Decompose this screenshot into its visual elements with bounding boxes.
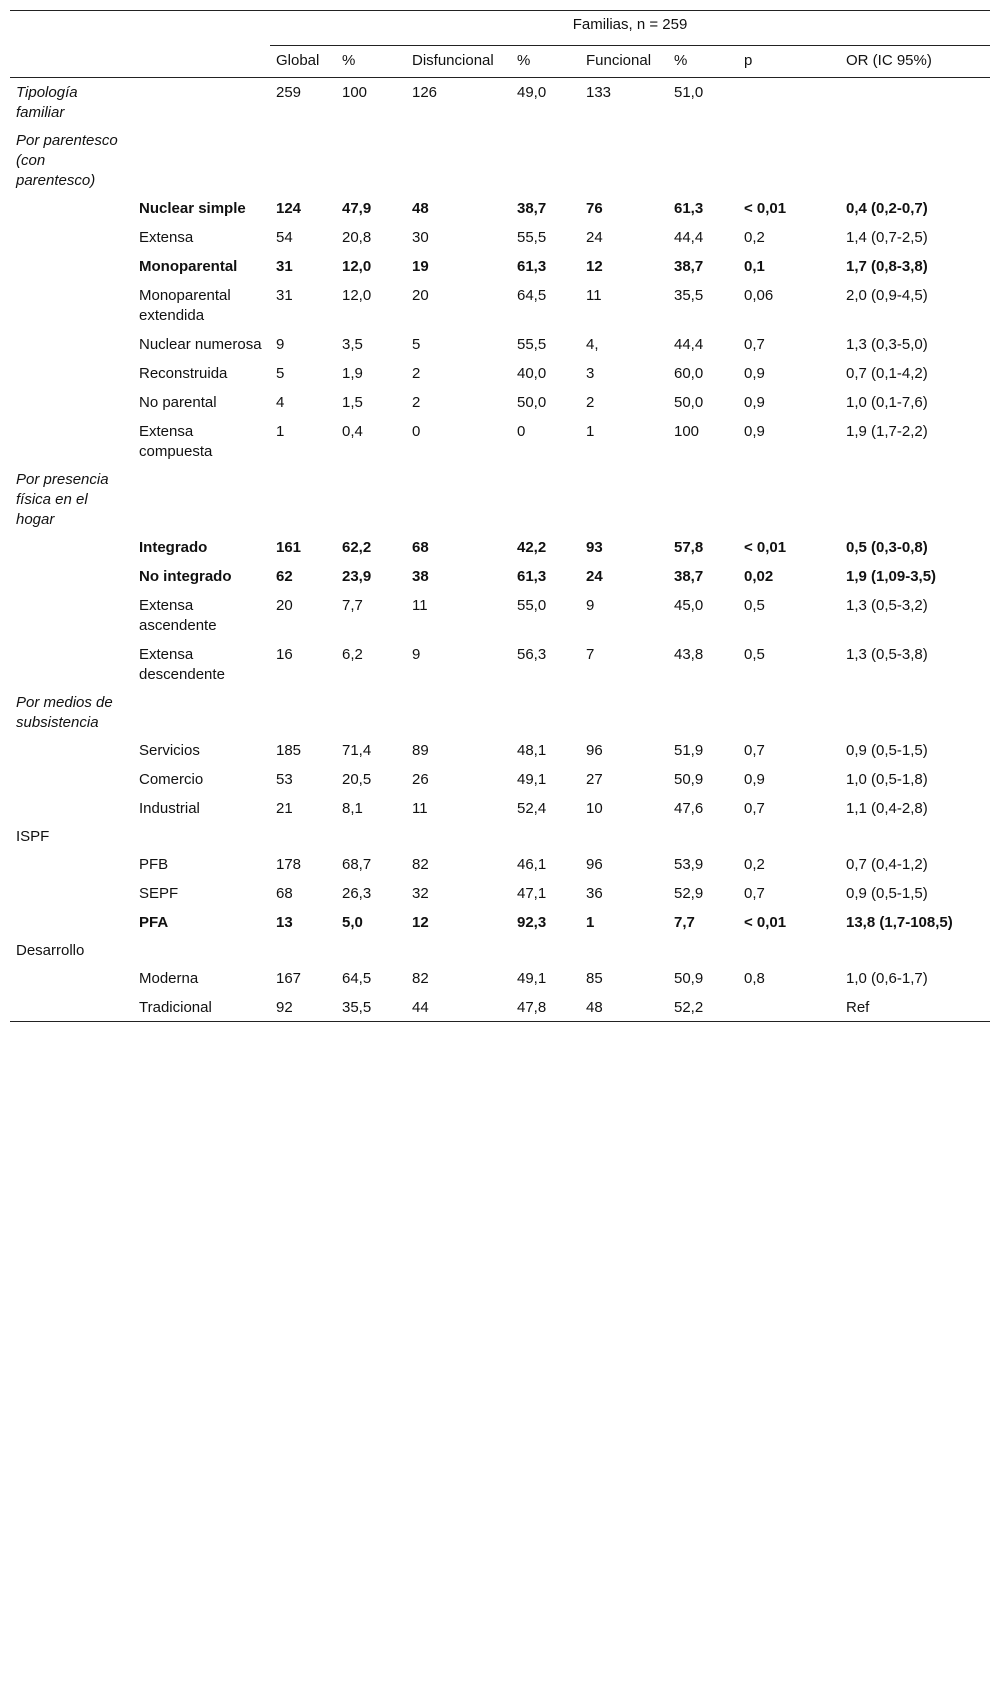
value-cell: 2 bbox=[412, 365, 421, 382]
value-cell: Ref bbox=[840, 993, 990, 1022]
table-row bbox=[10, 591, 990, 640]
value-cell: 50,9 bbox=[674, 771, 704, 788]
empty-cell bbox=[738, 689, 840, 736]
value-cell: 31 bbox=[276, 287, 293, 304]
value-cell: 53,9 bbox=[674, 856, 704, 873]
value-cell: 47,9 bbox=[342, 200, 372, 217]
value-cell: 55,5 bbox=[517, 229, 547, 246]
subcategory-label: No integrado bbox=[139, 568, 232, 585]
value-cell: 4 bbox=[276, 394, 285, 411]
subcategory-label: Extensa ascendente bbox=[139, 597, 217, 634]
value-cell: 68,7 bbox=[342, 856, 372, 873]
value-cell: 92,3 bbox=[517, 914, 547, 931]
value-cell: 47,8 bbox=[511, 993, 580, 1022]
value-cell: 12 bbox=[586, 258, 603, 275]
value-cell: 7,7 bbox=[342, 597, 363, 614]
subcategory-label: Monoparental bbox=[139, 258, 238, 275]
empty-cell bbox=[840, 823, 990, 850]
section-row bbox=[10, 937, 990, 964]
value-cell: 0,5 (0,3-0,8) bbox=[846, 539, 928, 556]
value-cell: 55,5 bbox=[517, 336, 547, 353]
category-label bbox=[10, 252, 133, 281]
value-cell: 62,2 bbox=[342, 539, 372, 556]
empty-cell bbox=[511, 127, 580, 194]
value-cell: 100 bbox=[342, 84, 368, 101]
value-cell: 2,0 (0,9-4,5) bbox=[846, 287, 928, 304]
value-cell: 16 bbox=[276, 646, 293, 663]
value-cell: 9 bbox=[276, 336, 285, 353]
empty-cell bbox=[336, 823, 406, 850]
value-cell: 2 bbox=[412, 394, 421, 411]
value-cell: 60,0 bbox=[674, 365, 704, 382]
column-header: Funcional bbox=[580, 46, 668, 78]
value-cell: 13,8 (1,7-108,5) bbox=[846, 914, 953, 931]
subcategory-label: Monoparental extendida bbox=[139, 287, 231, 324]
table-row bbox=[10, 281, 990, 330]
table-row bbox=[10, 850, 990, 879]
value-cell: 40,0 bbox=[517, 365, 547, 382]
value-cell: 133 bbox=[586, 84, 612, 101]
category-label bbox=[10, 533, 133, 562]
value-cell: 9 bbox=[586, 597, 595, 614]
value-cell: 2 bbox=[586, 394, 595, 411]
value-cell: 1,0 (0,5-1,8) bbox=[846, 771, 928, 788]
subcategory-label: Comercio bbox=[139, 771, 204, 788]
column-header: % bbox=[336, 46, 406, 78]
value-cell: 1,4 (0,7-2,5) bbox=[846, 229, 928, 246]
value-cell: 30 bbox=[412, 229, 429, 246]
table-row bbox=[10, 879, 990, 908]
empty-cell bbox=[270, 689, 336, 736]
value-cell: 50,9 bbox=[674, 970, 704, 987]
value-cell: 49,1 bbox=[517, 970, 547, 987]
value-cell bbox=[738, 78, 840, 128]
category-label bbox=[10, 794, 133, 823]
empty-cell bbox=[511, 466, 580, 533]
header-group-row bbox=[10, 11, 990, 46]
value-cell: 124 bbox=[276, 200, 302, 217]
value-cell: 52,9 bbox=[674, 885, 704, 902]
subcategory-label: Nuclear numerosa bbox=[139, 336, 262, 353]
empty-cell bbox=[336, 689, 406, 736]
column-header: OR (IC 95%) bbox=[840, 46, 990, 78]
value-cell: 26 bbox=[412, 771, 429, 788]
empty-cell bbox=[406, 689, 511, 736]
category-label: Desarrollo bbox=[16, 942, 85, 959]
category-label bbox=[10, 879, 133, 908]
value-cell: 0 bbox=[517, 423, 526, 440]
value-cell: 0,2 bbox=[744, 856, 765, 873]
value-cell: 68 bbox=[412, 539, 429, 556]
category-label: ISPF bbox=[16, 828, 50, 845]
value-cell: 50,0 bbox=[517, 394, 547, 411]
value-cell: 0,9 bbox=[744, 771, 765, 788]
value-cell: 52,4 bbox=[517, 800, 547, 817]
table-row bbox=[10, 993, 990, 1022]
value-cell: 167 bbox=[276, 970, 302, 987]
category-label bbox=[10, 359, 133, 388]
value-cell: 68 bbox=[276, 885, 293, 902]
value-cell: 20,8 bbox=[342, 229, 372, 246]
table-row bbox=[10, 736, 990, 765]
value-cell: 31 bbox=[276, 258, 293, 275]
subcategory-label bbox=[133, 78, 270, 128]
value-cell: 23,9 bbox=[342, 568, 372, 585]
value-cell: 44 bbox=[406, 993, 511, 1022]
value-cell: 89 bbox=[412, 742, 429, 759]
value-cell: 0,4 (0,2-0,7) bbox=[846, 200, 928, 217]
value-cell: 26,3 bbox=[342, 885, 372, 902]
table-row bbox=[10, 252, 990, 281]
empty-cell bbox=[580, 689, 668, 736]
subcategory-label: Moderna bbox=[139, 970, 199, 987]
empty-cell bbox=[840, 689, 990, 736]
value-cell: 12 bbox=[412, 914, 429, 931]
value-cell: 55,0 bbox=[517, 597, 547, 614]
table-row bbox=[10, 640, 990, 689]
category-label bbox=[10, 640, 133, 689]
value-cell: 1 bbox=[276, 423, 285, 440]
value-cell: 57,8 bbox=[674, 539, 704, 556]
empty-cell bbox=[133, 689, 270, 736]
subcategory-label: Extensa compuesta bbox=[139, 423, 213, 460]
value-cell: 5 bbox=[276, 365, 285, 382]
empty-cell bbox=[511, 823, 580, 850]
value-cell: 0,7 bbox=[744, 885, 765, 902]
subcategory-label: SEPF bbox=[139, 885, 179, 902]
category-label bbox=[10, 850, 133, 879]
table-row bbox=[10, 194, 990, 223]
value-cell: 0,7 bbox=[744, 800, 765, 817]
value-cell: 35,5 bbox=[336, 993, 406, 1022]
empty-cell bbox=[840, 127, 990, 194]
value-cell: 0,4 bbox=[342, 423, 363, 440]
value-cell: 12,0 bbox=[342, 258, 372, 275]
category-label bbox=[10, 908, 133, 937]
value-cell: 1,1 (0,4-2,8) bbox=[846, 800, 928, 817]
table-row bbox=[10, 330, 990, 359]
value-cell: 54 bbox=[276, 229, 293, 246]
category-label: Tipología familiar bbox=[16, 84, 78, 121]
empty-cell bbox=[336, 127, 406, 194]
value-cell: 20 bbox=[412, 287, 429, 304]
value-cell: 1,0 (0,1-7,6) bbox=[846, 394, 928, 411]
value-cell: 49,0 bbox=[517, 84, 547, 101]
empty-cell bbox=[511, 937, 580, 964]
value-cell: 6,2 bbox=[342, 646, 363, 663]
subcategory-label: Integrado bbox=[139, 539, 208, 556]
value-cell: 5,0 bbox=[342, 914, 363, 931]
table-row bbox=[10, 359, 990, 388]
empty-cell bbox=[406, 127, 511, 194]
empty-cell bbox=[270, 937, 336, 964]
column-header: % bbox=[511, 46, 580, 78]
value-cell: 1,9 (1,09-3,5) bbox=[846, 568, 937, 585]
value-cell: 1,0 (0,6-1,7) bbox=[846, 970, 928, 987]
category-label bbox=[10, 388, 133, 417]
empty-cell bbox=[580, 937, 668, 964]
value-cell: 82 bbox=[412, 856, 429, 873]
table-row bbox=[10, 908, 990, 937]
empty-cell bbox=[668, 127, 738, 194]
empty-cell bbox=[580, 127, 668, 194]
table-body bbox=[10, 78, 990, 1022]
category-label bbox=[10, 736, 133, 765]
value-cell: 27 bbox=[586, 771, 603, 788]
table-row bbox=[10, 533, 990, 562]
value-cell: 0,9 bbox=[744, 423, 765, 440]
value-cell: 4, bbox=[586, 336, 599, 353]
category-label bbox=[10, 330, 133, 359]
value-cell: 0,7 bbox=[744, 336, 765, 353]
subcategory-label: Reconstruida bbox=[139, 365, 228, 382]
value-cell: 76 bbox=[586, 200, 603, 217]
value-cell: 61,3 bbox=[517, 258, 547, 275]
value-cell: 45,0 bbox=[674, 597, 704, 614]
table-row bbox=[10, 562, 990, 591]
subcategory-label: Servicios bbox=[139, 742, 200, 759]
category-label bbox=[10, 562, 133, 591]
value-cell: 24 bbox=[586, 568, 603, 585]
value-cell: 1,3 (0,5-3,2) bbox=[846, 597, 928, 614]
family-typology-table bbox=[10, 10, 990, 1022]
value-cell: 85 bbox=[586, 970, 603, 987]
value-cell: 0,8 bbox=[744, 970, 765, 987]
subcategory-label: PFA bbox=[139, 914, 169, 931]
header-columns-row bbox=[10, 46, 990, 78]
table-row bbox=[10, 964, 990, 993]
value-cell: 82 bbox=[412, 970, 429, 987]
empty-cell bbox=[738, 127, 840, 194]
value-cell: 24 bbox=[586, 229, 603, 246]
subcategory-label: Nuclear simple bbox=[139, 200, 246, 217]
column-header: % bbox=[668, 46, 738, 78]
category-label bbox=[10, 417, 133, 466]
value-cell: 20,5 bbox=[342, 771, 372, 788]
category-label: Por parentesco (con parentesco) bbox=[16, 132, 118, 189]
table-row bbox=[10, 388, 990, 417]
subcategory-label: Extensa descendente bbox=[139, 646, 225, 683]
value-cell: 7 bbox=[586, 646, 595, 663]
category-label bbox=[10, 993, 133, 1022]
value-cell: 259 bbox=[276, 84, 302, 101]
value-cell: 56,3 bbox=[517, 646, 547, 663]
empty-cell bbox=[738, 937, 840, 964]
table-row bbox=[10, 765, 990, 794]
section-row bbox=[10, 466, 990, 533]
value-cell: 126 bbox=[412, 84, 438, 101]
empty-cell bbox=[336, 466, 406, 533]
value-cell: 1,3 (0,5-3,8) bbox=[846, 646, 928, 663]
value-cell: 51,9 bbox=[674, 742, 704, 759]
value-cell: 0,9 bbox=[744, 394, 765, 411]
column-header: Global bbox=[270, 46, 336, 78]
value-cell: 51,0 bbox=[674, 84, 704, 101]
group-header-label: Familias, n = 259 bbox=[270, 11, 990, 46]
subcategory-label: PFB bbox=[139, 856, 169, 873]
section-row bbox=[10, 689, 990, 736]
value-cell: 11 bbox=[412, 800, 428, 817]
value-cell: 11 bbox=[412, 597, 428, 614]
empty-cell bbox=[270, 823, 336, 850]
value-cell: 0,9 (0,5-1,5) bbox=[846, 742, 928, 759]
value-cell: 100 bbox=[674, 423, 700, 440]
column-header: Disfuncional bbox=[406, 46, 511, 78]
empty-cell bbox=[738, 466, 840, 533]
value-cell: 1,7 (0,8-3,8) bbox=[846, 258, 928, 275]
table-row bbox=[10, 223, 990, 252]
empty-cell bbox=[133, 937, 270, 964]
value-cell: 71,4 bbox=[342, 742, 372, 759]
empty-cell bbox=[840, 937, 990, 964]
empty-cell bbox=[668, 823, 738, 850]
value-cell: 0,5 bbox=[744, 646, 765, 663]
empty-cell bbox=[133, 823, 270, 850]
value-cell: 64,5 bbox=[342, 970, 372, 987]
value-cell bbox=[738, 993, 840, 1022]
category-label bbox=[10, 223, 133, 252]
value-cell: 3 bbox=[586, 365, 595, 382]
section-row bbox=[10, 127, 990, 194]
value-cell: 47,6 bbox=[674, 800, 704, 817]
category-label bbox=[10, 194, 133, 223]
value-cell: 92 bbox=[270, 993, 336, 1022]
value-cell: 42,2 bbox=[517, 539, 547, 556]
category-label bbox=[10, 281, 133, 330]
value-cell: 1 bbox=[586, 423, 595, 440]
empty-cell bbox=[406, 937, 511, 964]
value-cell: 13 bbox=[276, 914, 293, 931]
empty-cell bbox=[133, 127, 270, 194]
empty-cell bbox=[406, 823, 511, 850]
subcategory-label: Tradicional bbox=[133, 993, 270, 1022]
category-label: Por medios de subsistencia bbox=[16, 694, 113, 731]
value-cell: 161 bbox=[276, 539, 302, 556]
value-cell: 0,7 (0,1-4,2) bbox=[846, 365, 928, 382]
empty-cell bbox=[668, 466, 738, 533]
value-cell: 3,5 bbox=[342, 336, 363, 353]
empty-cell bbox=[668, 937, 738, 964]
empty-cell bbox=[840, 466, 990, 533]
value-cell: 36 bbox=[586, 885, 603, 902]
value-cell: 12,0 bbox=[342, 287, 372, 304]
column-header: p bbox=[738, 46, 840, 78]
value-cell bbox=[840, 78, 990, 128]
value-cell: 52,2 bbox=[668, 993, 738, 1022]
value-cell: < 0,01 bbox=[744, 539, 787, 556]
value-cell: 1,9 (1,7-2,2) bbox=[846, 423, 928, 440]
value-cell: 38,7 bbox=[517, 200, 547, 217]
value-cell: 0,5 bbox=[744, 597, 765, 614]
value-cell: 44,4 bbox=[674, 336, 704, 353]
empty-cell bbox=[668, 689, 738, 736]
value-cell: 1,9 bbox=[342, 365, 363, 382]
empty-cell bbox=[580, 823, 668, 850]
value-cell: 96 bbox=[586, 742, 603, 759]
value-cell: 96 bbox=[586, 856, 603, 873]
value-cell: 48 bbox=[580, 993, 668, 1022]
value-cell: 0,9 bbox=[744, 365, 765, 382]
empty-cell bbox=[738, 823, 840, 850]
value-cell: < 0,01 bbox=[744, 914, 787, 931]
value-cell: 62 bbox=[276, 568, 293, 585]
category-label bbox=[10, 591, 133, 640]
table-row bbox=[10, 417, 990, 466]
category-label bbox=[10, 765, 133, 794]
subcategory-label: Industrial bbox=[139, 800, 200, 817]
value-cell: 1,3 (0,3-5,0) bbox=[846, 336, 928, 353]
category-label bbox=[10, 964, 133, 993]
value-cell: 0,06 bbox=[744, 287, 774, 304]
value-cell: 10 bbox=[586, 800, 603, 817]
value-cell: 0,02 bbox=[744, 568, 774, 585]
empty-cell bbox=[406, 466, 511, 533]
empty-cell bbox=[133, 466, 270, 533]
value-cell: 38 bbox=[412, 568, 429, 585]
empty-cell bbox=[270, 466, 336, 533]
value-cell: 185 bbox=[276, 742, 302, 759]
value-cell: 44,4 bbox=[674, 229, 704, 246]
value-cell: 61,3 bbox=[517, 568, 547, 585]
value-cell: 0,2 bbox=[744, 229, 765, 246]
value-cell: 38,7 bbox=[674, 568, 704, 585]
value-cell: 7,7 bbox=[674, 914, 695, 931]
value-cell: 93 bbox=[586, 539, 603, 556]
value-cell: 20 bbox=[276, 597, 293, 614]
value-cell: 9 bbox=[412, 646, 421, 663]
value-cell: 1,5 bbox=[342, 394, 363, 411]
value-cell: 21 bbox=[276, 800, 293, 817]
table-row bbox=[10, 794, 990, 823]
value-cell: 8,1 bbox=[342, 800, 363, 817]
subcategory-label: No parental bbox=[139, 394, 217, 411]
value-cell: 49,1 bbox=[517, 771, 547, 788]
value-cell: 61,3 bbox=[674, 200, 704, 217]
value-cell: 48,1 bbox=[517, 742, 547, 759]
value-cell: 0,1 bbox=[744, 258, 765, 275]
value-cell: 46,1 bbox=[517, 856, 547, 873]
empty-cell bbox=[336, 937, 406, 964]
value-cell: 178 bbox=[276, 856, 302, 873]
value-cell: 0 bbox=[412, 423, 421, 440]
value-cell: 0,7 bbox=[744, 742, 765, 759]
subcategory-label: Extensa bbox=[139, 229, 194, 246]
empty-cell bbox=[270, 127, 336, 194]
section-row bbox=[10, 823, 990, 850]
value-cell: 32 bbox=[412, 885, 429, 902]
value-cell: 1 bbox=[586, 914, 595, 931]
empty-cell bbox=[580, 466, 668, 533]
value-cell: 0,9 (0,5-1,5) bbox=[846, 885, 928, 902]
value-cell: 38,7 bbox=[674, 258, 704, 275]
value-cell: < 0,01 bbox=[744, 200, 787, 217]
value-cell: 47,1 bbox=[517, 885, 547, 902]
value-cell: 19 bbox=[412, 258, 429, 275]
value-cell: 43,8 bbox=[674, 646, 704, 663]
value-cell: 64,5 bbox=[517, 287, 547, 304]
table-row bbox=[10, 78, 990, 128]
empty-cell bbox=[511, 689, 580, 736]
value-cell: 35,5 bbox=[674, 287, 704, 304]
value-cell: 53 bbox=[276, 771, 293, 788]
value-cell: 0,7 (0,4-1,2) bbox=[846, 856, 928, 873]
value-cell: 48 bbox=[412, 200, 429, 217]
value-cell: 5 bbox=[412, 336, 421, 353]
category-label: Por presencia física en el hogar bbox=[16, 471, 109, 528]
value-cell: 11 bbox=[586, 287, 602, 304]
value-cell: 50,0 bbox=[674, 394, 704, 411]
